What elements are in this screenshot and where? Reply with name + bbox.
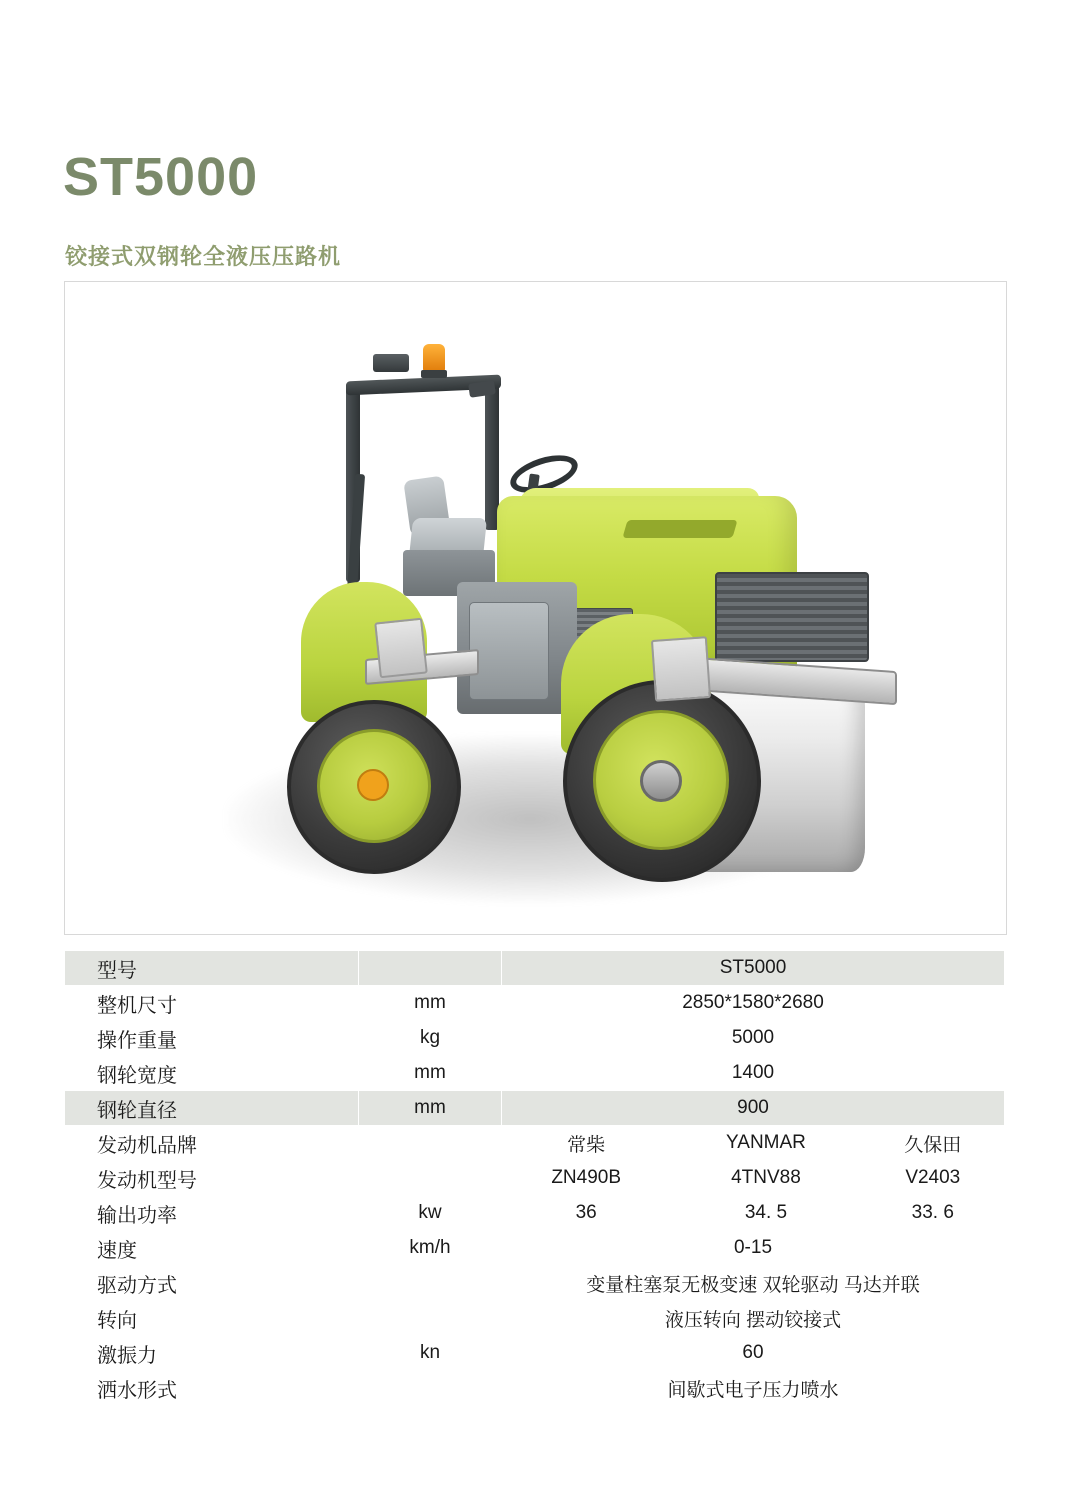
spec-unit: mm <box>359 1056 502 1091</box>
specification-table-body <box>65 951 1005 1406</box>
spec-label: 激振力 <box>65 1336 359 1371</box>
table-row <box>65 951 1005 986</box>
control-box <box>373 354 409 372</box>
spec-label: 洒水形式 <box>65 1371 359 1406</box>
page-subtitle: 铰接式双钢轮全液压压路机 <box>65 244 342 269</box>
table-row <box>65 1301 1005 1336</box>
spec-value: 1400 <box>502 1056 1005 1091</box>
spec-value: ST5000 <box>502 951 1005 986</box>
table-row <box>65 1091 1005 1126</box>
spec-value: 5000 <box>502 1021 1005 1056</box>
rear-drum-hub <box>357 769 389 801</box>
spec-unit: mm <box>359 1091 502 1126</box>
front-drum-hub <box>640 760 682 802</box>
spec-value: V2403 <box>861 1161 1004 1196</box>
road-roller-illustration <box>65 282 1006 934</box>
spec-unit <box>359 1161 502 1196</box>
spec-label: 钢轮宽度 <box>65 1056 359 1091</box>
spec-unit: kn <box>359 1336 502 1371</box>
page-title: ST5000 <box>63 147 259 207</box>
spec-value: 常柴 <box>502 1126 671 1161</box>
spec-unit: kw <box>359 1196 502 1231</box>
spec-value: 变量柱塞泵无极变速 双轮驱动 马达并联 <box>502 1266 1005 1301</box>
spec-value: 33. 6 <box>861 1196 1004 1231</box>
hood-air-slot <box>622 520 737 538</box>
spec-unit <box>359 1266 502 1301</box>
spec-unit: mm <box>359 986 502 1021</box>
table-row <box>65 1161 1005 1196</box>
front-mud-flap <box>651 636 711 702</box>
table-row <box>65 986 1005 1021</box>
table-row <box>65 1126 1005 1161</box>
spec-unit: km/h <box>359 1231 502 1266</box>
spec-label: 速度 <box>65 1231 359 1266</box>
table-row <box>65 1266 1005 1301</box>
spec-unit <box>359 1371 502 1406</box>
spec-value: 36 <box>502 1196 671 1231</box>
spec-value: 900 <box>502 1091 1005 1126</box>
warning-beacon-icon <box>423 344 445 372</box>
spec-label: 发动机品牌 <box>65 1126 359 1161</box>
table-row <box>65 1056 1005 1091</box>
radiator-grille <box>715 572 869 662</box>
spec-value: 久保田 <box>861 1126 1004 1161</box>
spec-label: 输出功率 <box>65 1196 359 1231</box>
specification-table <box>64 950 1005 1406</box>
table-row <box>65 1336 1005 1371</box>
spec-value: 4TNV88 <box>671 1161 861 1196</box>
spec-value: 液压转向 摆动铰接式 <box>502 1301 1005 1336</box>
spec-unit <box>359 1301 502 1336</box>
product-image-frame <box>64 281 1007 935</box>
spec-value: 60 <box>502 1336 1005 1371</box>
spec-value: ZN490B <box>502 1161 671 1196</box>
beacon-base <box>421 370 447 378</box>
table-row <box>65 1021 1005 1056</box>
spec-value: YANMAR <box>671 1126 861 1161</box>
spec-label: 型号 <box>65 951 359 986</box>
spec-label: 整机尺寸 <box>65 986 359 1021</box>
spec-unit: kg <box>359 1021 502 1056</box>
rear-mud-flap <box>374 618 428 679</box>
spec-unit <box>359 1126 502 1161</box>
spec-label: 转向 <box>65 1301 359 1336</box>
spec-unit <box>359 951 502 986</box>
spec-value: 间歇式电子压力喷水 <box>502 1371 1005 1406</box>
water-tank <box>469 602 549 700</box>
spec-label: 钢轮直径 <box>65 1091 359 1126</box>
spec-value: 34. 5 <box>671 1196 861 1231</box>
spec-label: 发动机型号 <box>65 1161 359 1196</box>
product-photo <box>65 282 1006 934</box>
table-row <box>65 1196 1005 1231</box>
table-row <box>65 1371 1005 1406</box>
spec-value: 2850*1580*2680 <box>502 986 1005 1021</box>
spec-label: 驱动方式 <box>65 1266 359 1301</box>
spec-value: 0-15 <box>502 1231 1005 1266</box>
table-row <box>65 1231 1005 1266</box>
spec-label: 操作重量 <box>65 1021 359 1056</box>
